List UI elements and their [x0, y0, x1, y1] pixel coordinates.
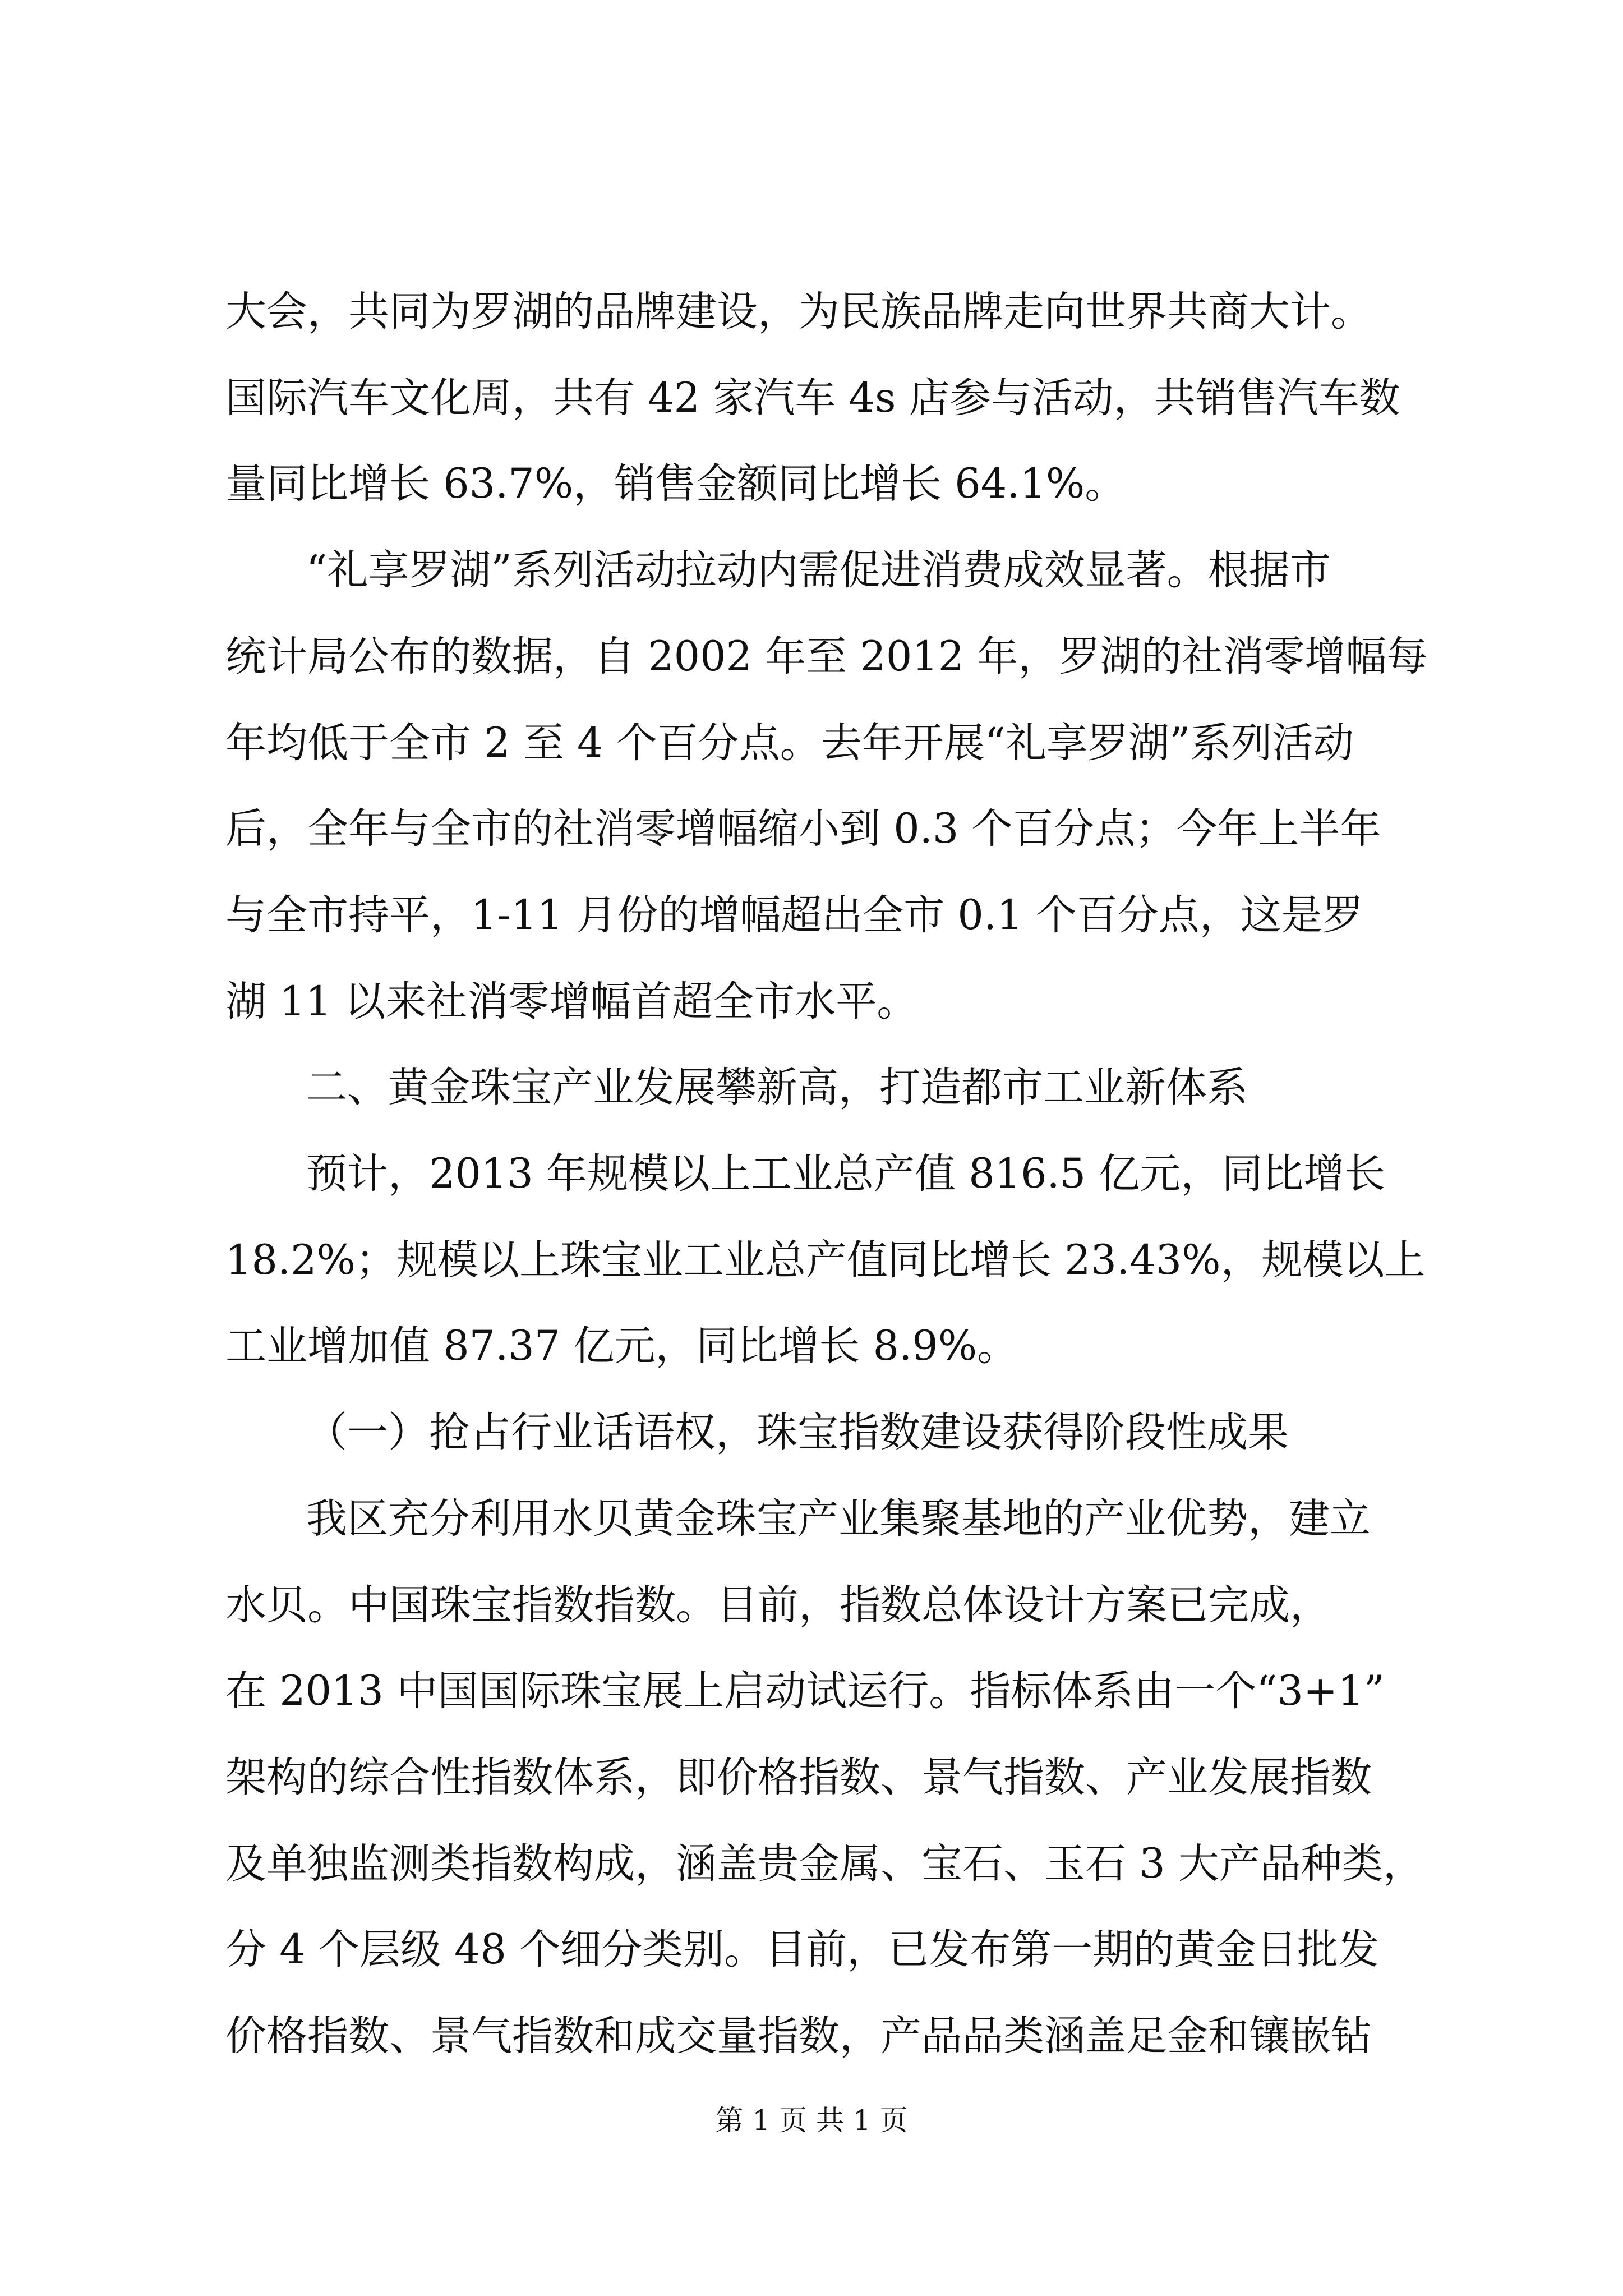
text-line: 后，全年与全市的社消零增幅缩小到 0.3 个百分点；今年上半年 [225, 805, 1381, 853]
text-line: “礼享罗湖”系列活动拉动内需促进消费成效显著。根据市 [306, 546, 1331, 594]
text-line: 预计，2013 年规模以上工业总产值 816.5 亿元，同比增长 [306, 1150, 1386, 1198]
text-line: 大会，共同为罗湖的品牌建设，为民族品牌走向世界共商大计。 [225, 288, 1372, 335]
text-line: 湖 11 以来社消零增幅首超全市水平。 [225, 978, 918, 1025]
page-footer: 第 1 页 共 1 页 [715, 2104, 908, 2137]
text-line: 及单独监测类指数构成，涵盖贵金属、宝石、玉石 3 大产品种类， [225, 1840, 1424, 1888]
text-line: 架构的综合性指数体系，即价格指数、景气指数、产业发展指数 [225, 1754, 1372, 1801]
text-line: 与全市持平，1-11 月份的增幅超出全市 0.1 个百分点，这是罗 [225, 891, 1363, 939]
text-line: 在 2013 中国国际珠宝展上启动试运行。指标体系由一个“3+1” [225, 1667, 1385, 1715]
text-line: 18.2%；规模以上珠宝业工业总产值同比增长 23.43%，规模以上 [225, 1236, 1426, 1284]
text-line: 量同比增长 63.7%，销售金额同比增长 64.1%。 [225, 460, 1126, 508]
text-line: 我区充分利用水贝黄金珠宝产业集聚基地的产业优势，建立 [306, 1495, 1371, 1543]
text-line: 水贝。中国珠宝指数指数。目前，指数总体设计方案已完成， [225, 1581, 1331, 1629]
text-line: 价格指数、景气指数和成交量指数，产品品类涵盖足金和镶嵌钻 [225, 2012, 1372, 2060]
text-line: 统计局公布的数据，自 2002 年至 2012 年，罗湖的社消零增幅每 [225, 633, 1428, 680]
subsection-heading: （一）抢占行业话语权，珠宝指数建设获得阶段性成果 [306, 1409, 1289, 1456]
text-line: 国际汽车文化周，共有 42 家汽车 4s 店参与活动，共销售汽车数 [225, 374, 1400, 422]
text-line: 年均低于全市 2 至 4 个百分点。去年开展“礼享罗湖”系列活动 [225, 719, 1354, 767]
section-heading: 二、黄金珠宝产业发展攀新高，打造都市工业新体系 [306, 1064, 1248, 1111]
text-line: 工业增加值 87.37 亿元，同比增长 8.9%。 [225, 1322, 1018, 1370]
text-line: 分 4 个层级 48 个细分类别。目前，已发布第一期的黄金日批发 [225, 1926, 1380, 1973]
